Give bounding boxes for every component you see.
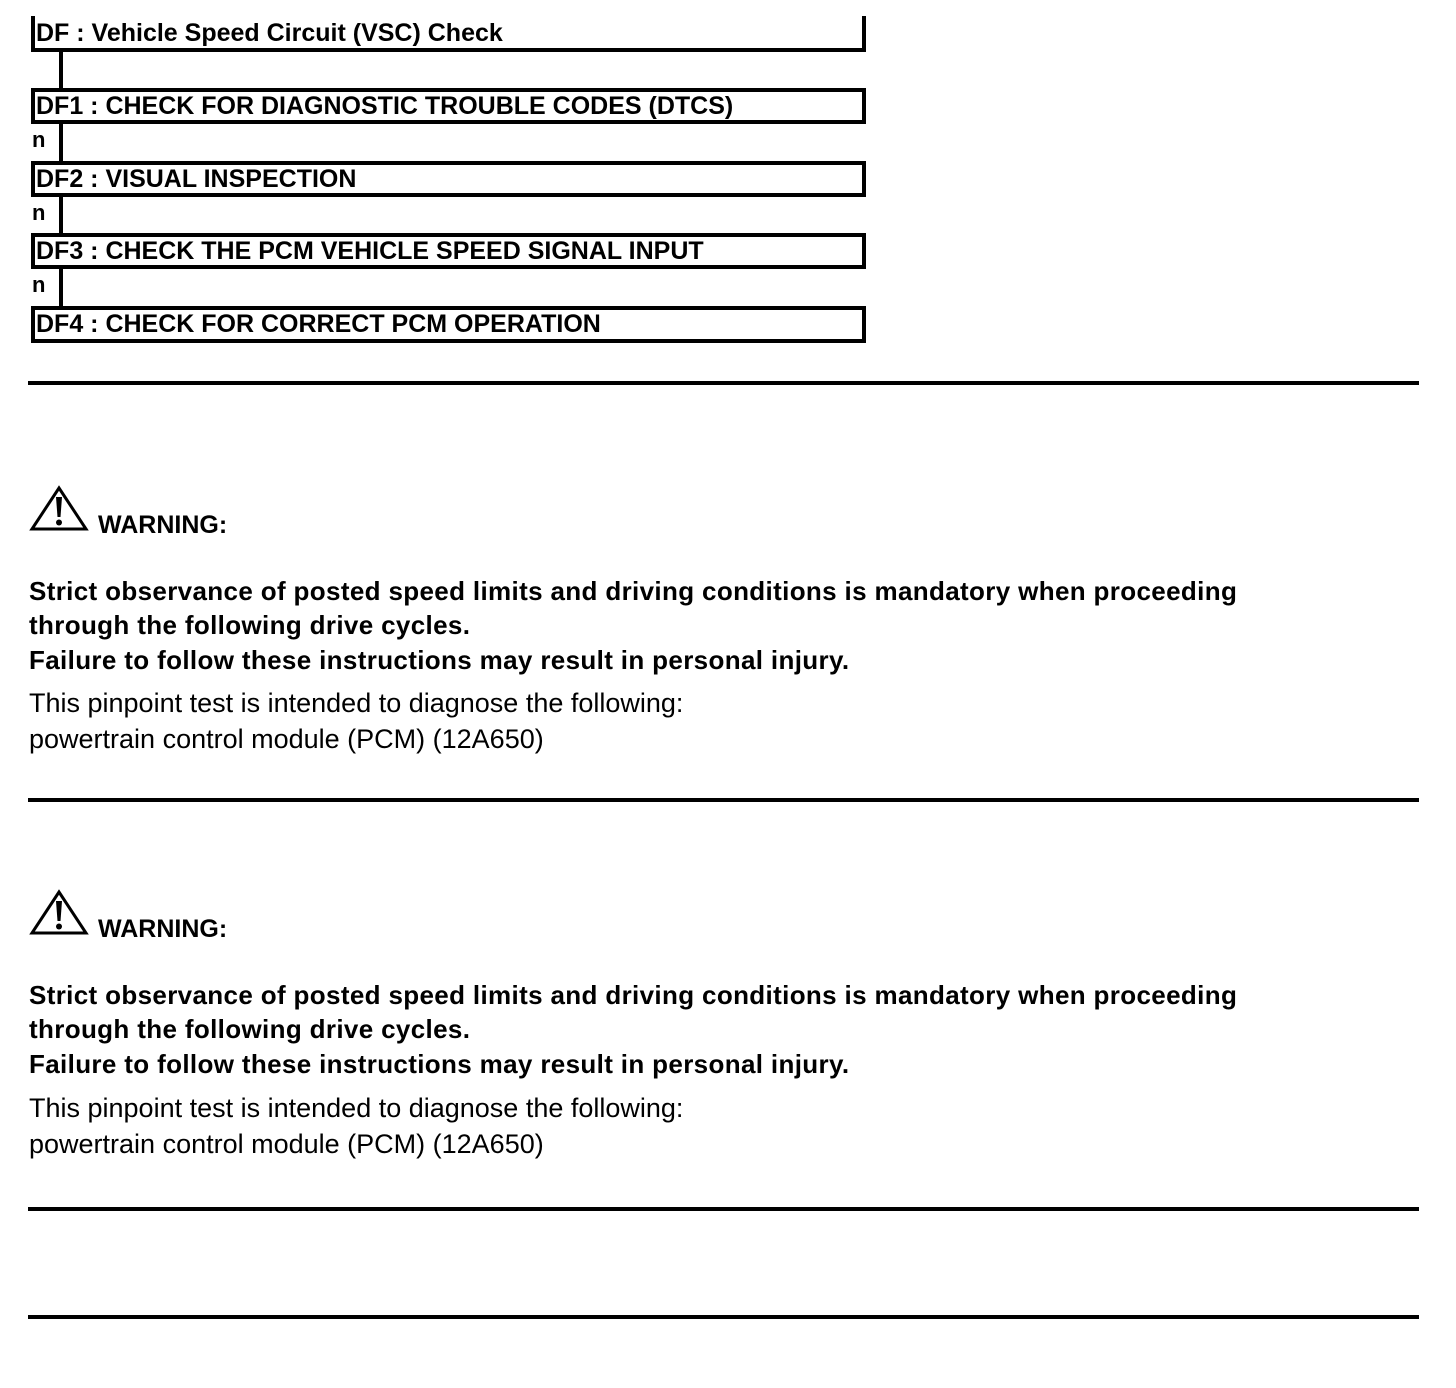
warning-triangle-icon (29, 889, 89, 937)
step-label: DF4 : CHECK FOR CORRECT PCM OPERATION (36, 310, 601, 338)
connector-line (59, 197, 63, 233)
connector-label: n (32, 200, 46, 225)
connector-label: n (32, 272, 46, 297)
connector-label: n (32, 127, 46, 152)
step-label: DF1 : CHECK FOR DIAGNOSTIC TROUBLE CODES (DTCS) (36, 92, 734, 120)
flowchart-title: DF : Vehicle Speed Circuit (VSC) Check (36, 19, 503, 47)
body-text: powertrain control module (PCM) (12A650) (29, 1129, 544, 1159)
body-text: This pinpoint test is intended to diagnose the following: (29, 1093, 684, 1123)
warning-text: Failure to follow these instructions may result in personal injury. (29, 1049, 850, 1079)
step-label: DF2 : VISUAL INSPECTION (36, 165, 357, 193)
warning-triangle-icon (29, 485, 89, 533)
warning-title: WARNING: (98, 915, 228, 943)
warning-text: Failure to follow these instructions may result in personal injury. (29, 645, 850, 675)
connector-line (59, 269, 63, 306)
step-df4[interactable] (31, 306, 866, 343)
body-text: This pinpoint test is intended to diagnose the following: (29, 688, 684, 718)
divider (28, 1207, 1419, 1211)
warning-title: WARNING: (98, 511, 228, 539)
step-df2[interactable] (31, 161, 866, 197)
connector-line (59, 124, 63, 161)
divider (28, 1315, 1419, 1319)
divider (28, 798, 1419, 802)
flowchart-title-box (31, 16, 866, 52)
body-text: powertrain control module (PCM) (12A650) (29, 724, 544, 754)
warning-text: Strict observance of posted speed limits and driving conditions is mandatory when proceeding (29, 576, 1238, 606)
warning-text: through the following drive cycles. (29, 1014, 471, 1044)
step-label: DF3 : CHECK THE PCM VEHICLE SPEED SIGNAL INPUT (36, 237, 704, 265)
warning-block (29, 485, 1429, 754)
step-df1[interactable] (31, 88, 866, 124)
warning-text: through the following drive cycles. (29, 610, 471, 640)
warning-block (29, 889, 1429, 1159)
warning-text: Strict observance of posted speed limits and driving conditions is mandatory when proceeding (29, 980, 1238, 1010)
step-df3[interactable] (31, 233, 866, 269)
connector-line (59, 52, 63, 88)
divider (28, 381, 1419, 385)
